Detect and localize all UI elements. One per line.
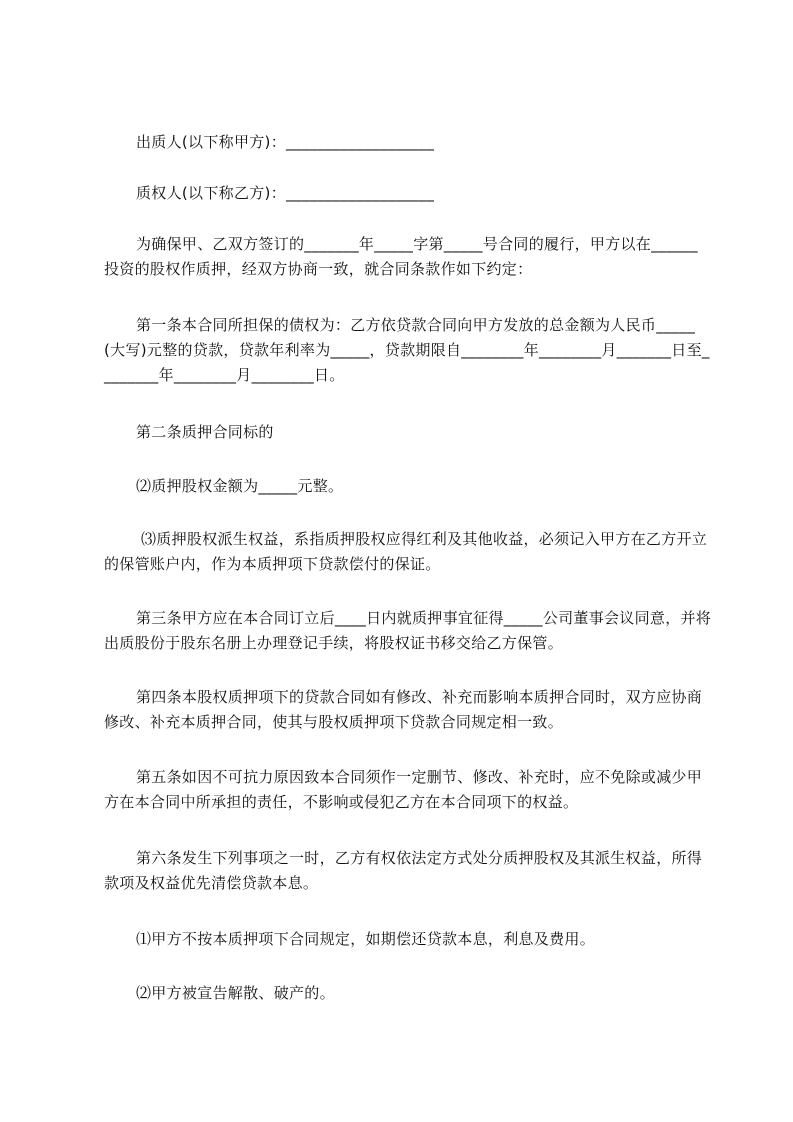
article-5-paragraph: 第五条如因不可抗力原因致本合同须作一定删节、修改、补充时，应不免除或减少甲方在本合同中所承担的责任，不影响或侵犯乙方在本合同项下的权益。 (104, 768, 703, 811)
article-6-paragraph: 第六条发生下列事项之一时，乙方有权依法定方式处分质押股权及其派生权益，所得款项及权益优先清偿贷款本息。 (104, 849, 703, 892)
pledgor-line: 出质人(以下称甲方)：___________________ (136, 133, 435, 151)
pledgee-line: 质权人(以下称乙方)：___________________ (136, 184, 435, 202)
article-6-item-1: ⑴甲方不按本质押项下合同规定，如期偿还贷款本息，利息及费用。 (136, 930, 596, 948)
article-4-paragraph: 第四条本股权质押项下的贷款合同如有修改、补充而影响本质押合同时，双方应协商修改、补充本质押合同，使其与股权质押项下贷款合同规定相一致。 (104, 688, 703, 731)
article-1-paragraph: 第一条本合同所担保的债权为：乙方依贷款合同向甲方发放的总金额为人民币_____(大写)元整的贷款，贷款年利率为_____，贷款期限自________年________月_______日至________年________月________日。 (104, 316, 710, 384)
article-3-paragraph: 第三条甲方应在本合同订立后____日内就质押事宜征得_____公司董事会议同意，并将出质股份于股东名册上办理登记手续，将股权证书移交给乙方保管。 (104, 609, 712, 652)
article-2-heading: 第二条质押合同标的 (136, 423, 274, 441)
article-6-item-2: ⑵甲方被宣告解散、破产的。 (136, 984, 335, 1002)
article-2-item-3: ⑶质押股权派生权益，系指质押股权应得红利及其他收益，必须记入甲方在乙方开立的保管账户内，作为本质押项下贷款偿付的保证。 (104, 530, 708, 573)
preamble-paragraph: 为确保甲、乙双方签订的_______年_____字第_____号合同的履行，甲方以在______投资的股权作质押，经双方协商一致，就合同条款作如下约定： (104, 235, 698, 278)
article-2-item-2: ⑵质押股权金额为_____元整。 (136, 477, 344, 495)
